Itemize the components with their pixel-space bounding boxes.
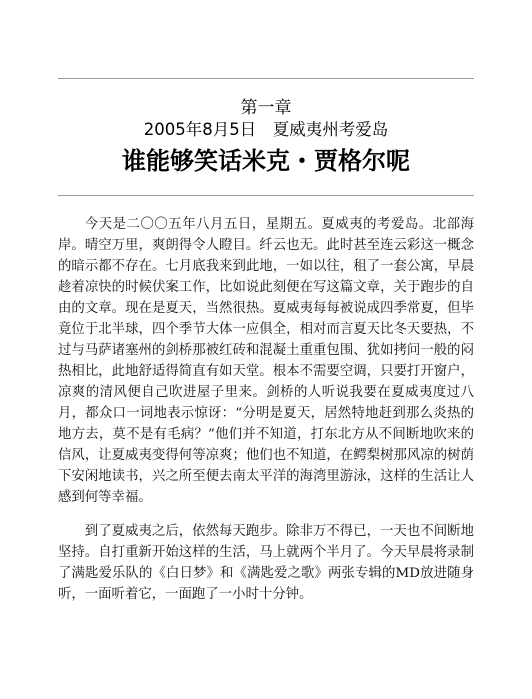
chapter-title: 谁能够笑话米克・贾格尔呢 [122,147,410,175]
chapter-dateline: 2005年8月5日 夏威夷州考爱岛 [143,120,389,139]
paragraph: 到了夏威夷之后，依然每天跑步。除非万不得已，一天也不间断地坚持。自打重新开始这样的生活，马上就两个半月了。今天早晨将录制了满匙爱乐队的《白日梦》和《满匙爱之歌》两张专辑的MD放进随身听，一面听着它，一面跑了一小时十分钟。 [58,524,474,602]
chapter-number: 第一章 [240,98,292,118]
top-divider [58,78,474,79]
paragraph: 今天是二〇〇五年八月五日，星期五。夏威夷的考爱岛。北部海岸。晴空万里，爽朗得令人瞪目。纤云也无。此时甚至连云彩这一概念的暗示都不存在。七月底我来到此地，一如以往，租了一套公寓，早晨趁着凉快的时候伏案工作，比如说此刻便在写这篇文章，关于跑步的自由的文章。现在是夏天，当然很热。夏威夷每每被说成四季常夏，但毕竟位于北半球，四个季节大体一应俱全，相对而言夏天比冬天要热，不过与马萨诸塞州的剑桥那被红砖和混凝土重重包围、犹如拷问一般的闷热相比，此地舒适得简直有如天堂。根本不需要空调，只要打开窗户，凉爽的清风便自己吹进屋子里来。剑桥的人听说我要在夏威夷度过八月，都众口一词地表示惊讶：“分明是夏天，居然特地赶到那么炎热的地方去，莫不是有毛病？”他们并不知道，打东北方从不间断地吹来的信风，让夏威夷变得何等凉爽；他们也不知道，在鳄梨树那风凉的树荫下安闲地读书，兴之所至便去南太平洋的海湾里游泳，这样的生活让人感到何等幸福。 [58,217,474,505]
body-text [58,214,474,618]
bottom-divider [58,195,474,196]
